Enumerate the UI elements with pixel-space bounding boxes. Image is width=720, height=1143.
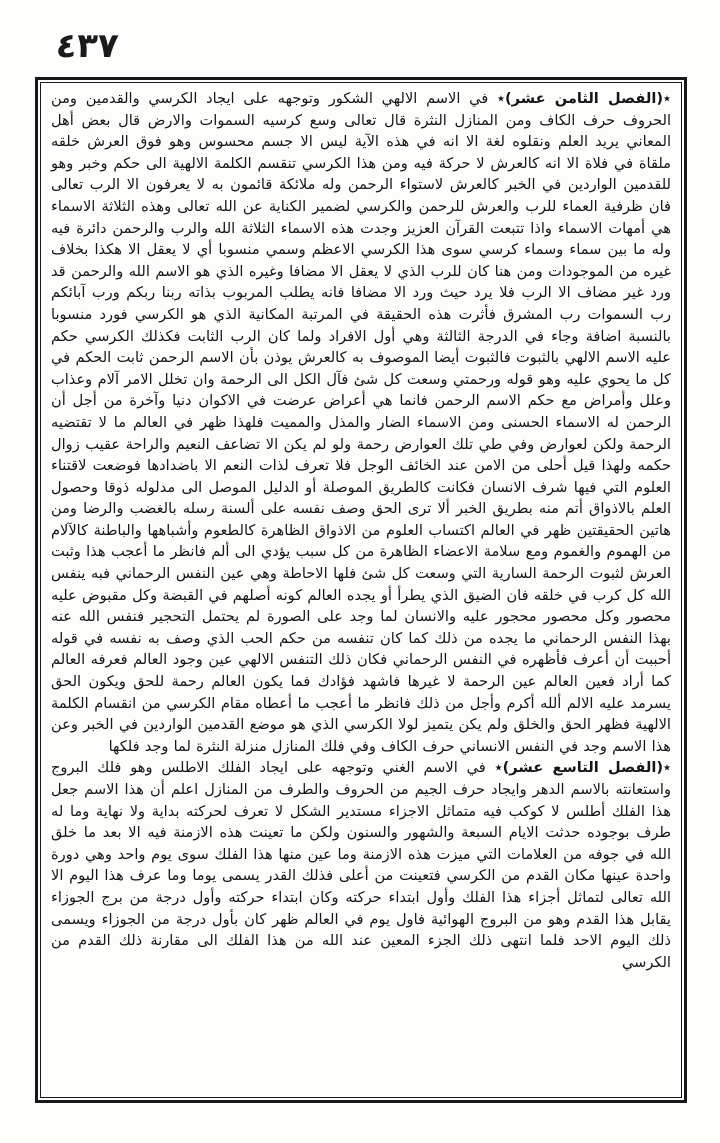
section-18 xyxy=(51,88,671,757)
page-text xyxy=(51,88,671,973)
text-frame-inner-border xyxy=(40,82,682,1098)
page-number: ٤٣٧ xyxy=(54,26,120,66)
text-frame-border xyxy=(35,77,687,1103)
section-19-body: في الاسم الغني وتوجهه على ايجاد الفلك الاطلس وهو فلك البروج واستعانته بالاسم الدهر وايجاد حرف الجيم من الحروف والطرف من المنازل اعلم أن هذا الاسم جعل هذا الفلك أطلس لا كوكب فيه متماثل الاجزاء مستدير الشكل لا تعرف لحركته بداية ولا نهاية وما له طرف بوجوده حدثت الايام السبعة والشهور والسنون ولكن ما تعينت هذه الازمنة فيه الا بعد ما خلق الله في جوفه من العلامات التي ميزت هذه الازمنة وما عين منها هذا الفلك سوى يوم واحد وهي دورة واحدة عينها مكان القدم من الكرسي فتعينت من أعلى فذلك القدر يسمى يوما وما عرف هذا اليوم الا الله تعالى لتماثل أجزاء هذا الفلك وأول ابتداء حركته وكان ابتداء حركته وأول درجة من برج الجوزاء يقابل هذا القدم وهو من البروج الهوائية فاول يوم في العالم ظهر كان بأول درجة من الجوزاء ويسمى ذلك اليوم الاحد فلما انتهى ذلك الجزء المعين عند الله من هذا الفلك الى مقارنة ذلك القدم من الكرسي xyxy=(51,759,671,971)
section-18-body: في الاسم الالهي الشكور وتوجهه على ايجاد الكرسي والقدمين ومن الحروف حرف الكاف ومن المنازل النثرة قال تعالى وسع كرسيه السموات والارض قال بعض أهل المعاني يريد العلم ونقلوه لغة الا انه في هذه الآية ليس الا جسم محسوس وهو فوق العرش خلقه ملقاة في فلاة الا انه كالعرش لا حركة فيه ومن هذا الكرسي تنقسم الكلمة الالهية الى حكم وخبر وهو للقدمين الواردين في الخبر كالعرش لاستواء الرحمن وله ملائكة قائمون به لا يعرفون الا الرب تعالى فان ظرفية العماء للرب والعرش للرحمن والكرسي لضمير الكناية عن الله تعالى وهذه الثلاثة الاسماء هي أمهات الاسماء واذا تتبعت القرآن العزيز وجدت هذه الاسماء الثلاثة الله والرب والرحمن دائرة فيه وله ما بين سماء وسماء كرسي سوى هذا الكرسي الاعظم وسمي منسوبا أي لا يعقل الا هكذا بخلاف غيره من الموجودات ومن هنا كان للرب الذي لا يعقل الا مضافا وغيره الذي هو الاسم الله والرحمن قد ورد غير مضاف الا الرب فلا يرد حيث ورد الا مضافا فانه يطلب المربوب بذاته ربنا ربكم ورب آبائكم رب السموات رب المشرق فأثرت هذه الحقيقة في المرتبة المكانية الذي هو الكرسي فورد منسوبا بالنسبة اضافة وجاء في الدرجة الثالثة وهي أول الافراد ولما كان الرب الثابت فكذلك الكرسي حكم عليه الاسم الالهي بالثبوت فالثبوت أيضا الموصوف به كالعرش يوذن بأن الاسم الرحمن ثابت الحكم في كل ما يحوي عليه وهو قوله ورحمتي وسعت كل شئ فآل الكل الى الرحمة وان تخلل الامر آلام وعذاب وعلل وأمراض مع حكم الاسم الرحمن فانما هي أعراض عرضت في الاكوان دنيا وآخرة من أجل أن الرحمن له الاسماء الحسنى ومن الاسماء الضار والمذل والمميت فلهذا ظهر في العالم ما لا تقتضيه الرحمة ولكن لعوارض وفي طي تلك العوارض رحمة ولو لم يكن الا تضاعف النعيم والراحة عقيب زوال حكمه ولهذا قيل أحلى من الامن عند الخائف الوجل فلا تعرف لذات النعم الا باضدادها فوضعت لاقتناء العلوم التي فيها شرف الانسان فكانت كالطريق الموصلة أو الدليل الموصل الى مدلوله ذوقا وحصول العلم بالاذواق أتم منه بطريق الخبر ألا ترى الحق وصف نفسه على ألسنة رسله بالغضب والرضا ومن هاتين الحقيقتين ظهر في العالم اكتساب العلوم من الاذواق الظاهرة كالطعوم وأشباهها والباطنة كالآلام من الهموم والغموم ومع سلامة الاعضاء الظاهرة من كل سبب يؤدي الى ألم فانظر ما أعجب هذا وثبت العرش لثبوت الرحمة السارية التي وسعت كل شئ فلها الاحاطة وهي عين النفس الرحماني فبه ينفس الله كل كرب في خلقه فان الضيق الذي يطرأ أو يجده العالم كونه أصلهم في القبضة وكل مقبوض عليه محصور وكل محصور محجور عليه والانسان لما وجد على الصورة لم يحتمل التحجير فنفس الله عنه بهذا النفس الرحماني ما يجده من ذلك كما كان تنفسه من حكم الحب الذي وصف به نفسه في قوله أحببت أن أعرف فأظهره في النفس الرحماني فكان ذلك التنفس الالهي عين وجود العالم فعرفه العالم كما أراد فعين العالم عين الرحمة لا غيرها فاشهد فؤادك فما يكون العالم رحمة للحق ويكون الحق يسرمد عليه الالم ألله أكرم وأجل من ذلك فانظر ما أعجب ما أعطاه مقام الكرسي من انقسام الكلمة الالهية فظهر الحق والخلق ولم يكن يتميز لولا الكرسي الذي هو موضع القدمين الواردين في الخبر وعن هذا الاسم وجد في النفس الانساني حرف الكاف وفي فلك المنازل منزلة النثرة لما وجد فلكها xyxy=(51,90,671,755)
section-19 xyxy=(51,757,671,973)
section-18-heading: ٭(الفصل الثامن عشر)٭ xyxy=(497,90,671,107)
section-19-heading: ٭(الفصل التاسع عشر)٭ xyxy=(494,759,672,777)
